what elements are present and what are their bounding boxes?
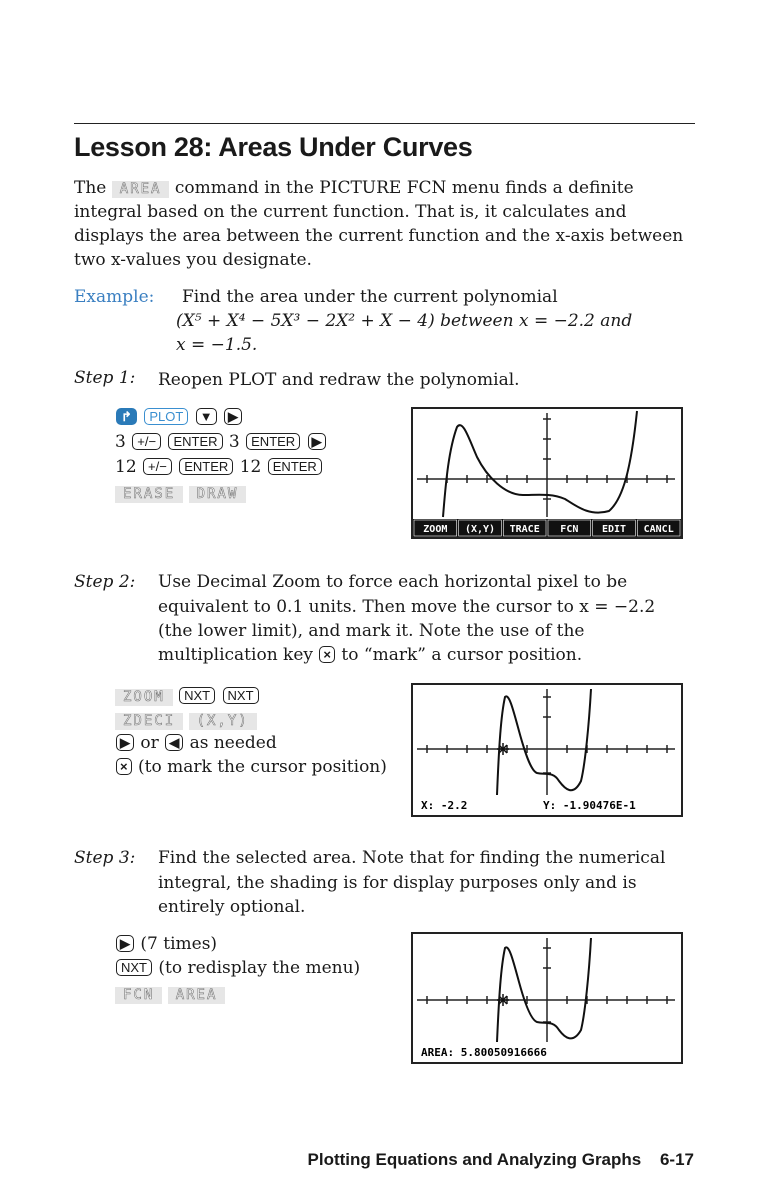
status-y: Y: -1.90476E-1 (543, 799, 636, 812)
step3-label: Step 3: (74, 848, 136, 868)
polynomial-curve-2 (497, 689, 591, 795)
area-menu-key: AREA (112, 181, 170, 198)
intro-text: command in the PICTURE FCN menu finds a definite integral based on the current function. That is, it calculates and displays the area between the current function and the x-axis between two x-values you designate. (74, 178, 684, 270)
step2-keys-row3 (115, 731, 277, 755)
step2-keys-row4 (115, 755, 387, 779)
area-menu-key-2[interactable]: AREA (168, 987, 226, 1004)
example-line2: (X⁵ + X⁴ − 5X³ − 2X² + X − 4) between x = −2.2 and (176, 311, 633, 331)
chs-key[interactable]: +/− (132, 433, 161, 450)
enter-key[interactable]: ENTER (168, 433, 222, 450)
step2-line2: equivalent to 0.1 units. Then move the cursor to x = −2.2 (158, 597, 656, 617)
status-area: AREA: 5.80050916666 (421, 1046, 547, 1059)
plot-1 (413, 409, 681, 537)
step2-line4a: multiplication key (158, 645, 314, 665)
step3-line2: integral, the shading is for display purposes only and is (158, 873, 637, 893)
step1-text: Reopen PLOT and redraw the polynomial. (158, 370, 520, 390)
seven-times-text: (7 times) (140, 934, 218, 954)
step3-keys-row1 (115, 932, 217, 956)
redisplay-text: (to redisplay the menu) (158, 958, 361, 978)
nxt-key[interactable]: NXT (179, 687, 215, 704)
polynomial-curve-3 (497, 938, 591, 1042)
number-3: 3 (115, 432, 126, 452)
or-text: or (140, 733, 159, 753)
step2-line4 (158, 643, 582, 667)
example-line3: x = −1.5. (176, 335, 258, 355)
step2-keys-row1 (115, 684, 260, 708)
step1-keys-row1 (115, 405, 243, 429)
number-3b: 3 (228, 432, 240, 452)
right-arrow-key[interactable]: ▶ (224, 408, 242, 425)
intro-pre: The (74, 178, 107, 198)
step3-line1: Find the selected area. Note that for finding the numerical (158, 848, 666, 868)
softkey-label-2: TRACE (509, 524, 540, 535)
plot-key[interactable]: PLOT (144, 408, 188, 425)
example-label: Example: (74, 287, 155, 307)
softkey-label-5: CANCL (643, 524, 674, 535)
intro-paragraph (74, 176, 694, 272)
enter-key-4[interactable]: ENTER (268, 458, 322, 475)
step2-label: Step 2: (74, 572, 136, 592)
calculator-screen-2 (411, 683, 683, 817)
softkey-label-0: ZOOM (423, 524, 448, 535)
step1-menu-row (115, 481, 246, 505)
chs-key-2[interactable]: +/− (143, 458, 172, 475)
step1-keys-row3 (115, 455, 323, 479)
step3-keys-row3 (115, 982, 225, 1006)
number-12: 12 (115, 457, 137, 477)
enter-key-3[interactable]: ENTER (179, 458, 233, 475)
page-title: Lesson 28: Areas Under Curves (74, 132, 473, 162)
example-line1: Find the area under the current polynomial (182, 287, 558, 307)
page-footer (308, 1150, 694, 1170)
left-arrow-key[interactable]: ◀ (165, 734, 183, 751)
xy-menu-key[interactable]: (X,Y) (189, 713, 257, 730)
right-arrow-key-2[interactable]: ▶ (308, 433, 326, 450)
page-number: 6-17 (659, 1150, 694, 1169)
step2-keys-row2 (115, 708, 257, 732)
calculator-screen-1 (411, 407, 683, 539)
multiply-key[interactable]: × (319, 646, 335, 663)
step3-keys-row2 (115, 956, 360, 980)
number-12b: 12 (239, 457, 262, 477)
nxt-key-2[interactable]: NXT (223, 687, 259, 704)
zdeci-menu-key[interactable]: ZDECI (115, 713, 183, 730)
calculator-screen-3 (411, 932, 683, 1064)
multiply-key-2[interactable]: × (116, 758, 132, 775)
top-rule (74, 123, 695, 124)
step2-line3: (the lower limit), and mark it. Note the use of the (158, 621, 585, 641)
plot-3 (413, 934, 681, 1062)
right-arrow-key-3[interactable]: ▶ (116, 734, 134, 751)
draw-menu-key[interactable]: DRAW (189, 486, 247, 503)
fcn-menu-key[interactable]: FCN (115, 987, 162, 1004)
chapter-title: Plotting Equations and Analyzing Graphs (307, 1150, 642, 1169)
step2-line4b: to “mark” a cursor position. (341, 645, 583, 665)
right-shift-icon[interactable]: ↱ (116, 408, 137, 425)
plot-2 (413, 685, 681, 815)
step3-line3: entirely optional. (158, 897, 306, 917)
softkey-label-4: EDIT (601, 524, 627, 535)
mark-cursor-text: (to mark the cursor position) (138, 757, 387, 777)
nxt-key-3[interactable]: NXT (116, 959, 152, 976)
zoom-menu-key[interactable]: ZOOM (115, 689, 173, 706)
erase-menu-key[interactable]: ERASE (115, 486, 183, 503)
polynomial-curve (443, 411, 637, 517)
down-arrow-key[interactable]: ▼ (196, 408, 217, 425)
status-x: X: -2.2 (421, 799, 468, 812)
softkey-label-1: (X,Y) (464, 524, 496, 535)
right-arrow-key-4[interactable]: ▶ (116, 935, 134, 952)
step1-label: Step 1: (74, 368, 136, 388)
enter-key-2[interactable]: ENTER (246, 433, 300, 450)
step2-line1: Use Decimal Zoom to force each horizontal pixel to be (158, 572, 628, 592)
as-needed-text: as needed (189, 733, 277, 753)
softkey-label-3: FCN (560, 524, 579, 535)
step1-keys-row2 (115, 430, 327, 454)
screen-softkey-menu (413, 519, 681, 537)
